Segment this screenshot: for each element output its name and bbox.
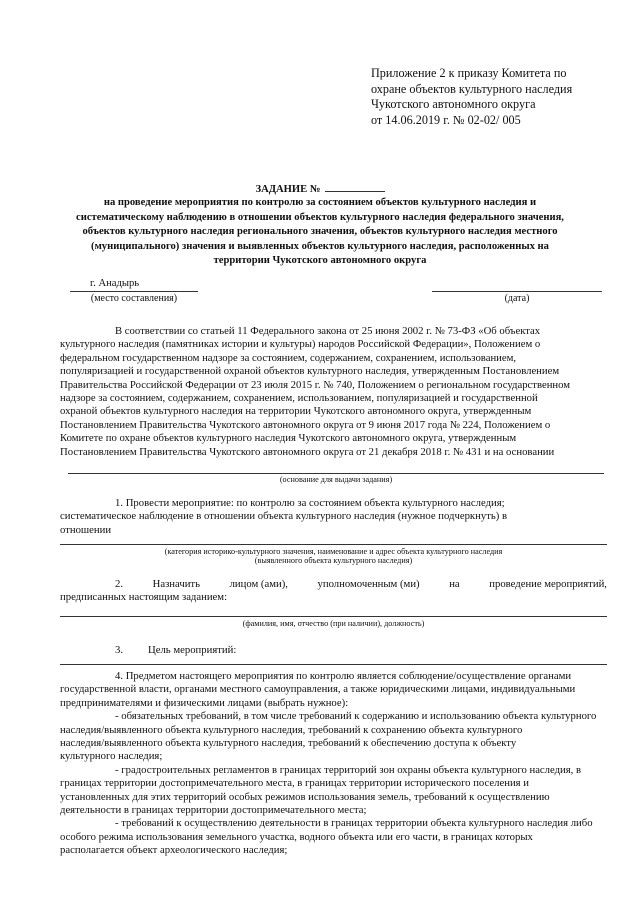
item-4-line: деятельности в границах территории достопримечательного места; xyxy=(60,804,367,817)
title-line: объектов культурного наследия регионального значения, объектов культурного наследия местного xyxy=(82,226,558,238)
intro-line: Постановлением Правительства Чукотского автономного округа от 9 июня 2017 года № 224, Положением о xyxy=(60,418,551,431)
object-line xyxy=(60,544,607,545)
item-1 xyxy=(60,497,607,537)
title-line: на проведение мероприятия по контролю за состоянием объектов культурного наследия и xyxy=(103,197,537,208)
date-caption: (дата) xyxy=(504,293,530,304)
appendix-line: охране объектов культурного наследия xyxy=(371,81,573,96)
intro-line: надзоре за состоянием, содержанием, сохранением, использованием, популяризацией и государственной xyxy=(60,392,538,405)
intro-line: культурного наследия (памятниках истории и культуры) народов Российской Федерации», Положением о xyxy=(60,338,541,351)
item-1-line: систематическое наблюдение в отношении объекта культурного наследия (нужное подчеркнуть) в xyxy=(60,510,508,523)
item-4-line: государственной власти, органами местного самоуправления, а также юридическими лицами, индивидуальными xyxy=(60,683,576,696)
intro-line: В соответствии со статьей 11 Федерального закона от 25 июня 2002 г. № 73-ФЗ «Об объектах xyxy=(115,325,541,337)
appendix-line: от 14.06.2019 г. № 02-02/ 005 xyxy=(371,112,521,127)
appendix-block xyxy=(371,66,621,128)
document-subtitle xyxy=(60,196,580,269)
item-2-line: предписанных настоящим заданием: xyxy=(60,591,228,604)
number-blank xyxy=(325,191,385,192)
item-4-line: располагается объект археологического наследия; xyxy=(60,844,288,857)
item-4-bullet: - градостроительных регламентов в границах территорий зон охраны объекта культурного наследия, в xyxy=(115,763,582,776)
item-4-line: особого режима использования земельного участка, водного объекта или его части, в границах которых xyxy=(60,830,533,843)
item-3-text: Цель мероприятий: xyxy=(148,644,237,656)
item-4-line: границах территории достопримечательного места, в границах территории исторического поселения и xyxy=(60,777,529,790)
appendix-line: Приложение 2 к приказу Комитета по xyxy=(371,66,567,80)
intro-line: Постановлением Правительства Чукотского автономного округа от 21 декабря 2018 г. № 431 и на основании xyxy=(60,445,555,458)
item-4 xyxy=(60,670,607,858)
intro-line: федеральном государственном надзоре за состоянием, содержанием, сохранением, использованием, xyxy=(60,351,517,364)
intro-line: Правительства Российской Федерации от 23 июля 2015 г. № 740, Положением о региональном государственном xyxy=(60,378,571,391)
appendix-line: Чукотского автономного округа xyxy=(371,97,536,112)
item-1-line: отношении xyxy=(60,523,112,536)
persons-caption: (фамилия, имя, отчество (при наличии), должность) xyxy=(242,619,425,628)
item-2 xyxy=(60,578,607,605)
purpose-line xyxy=(60,664,607,665)
place-line xyxy=(70,291,198,292)
item-4-bullet: - требований к осуществлению деятельности в границах территории объекта культурного наследия либо xyxy=(115,817,593,830)
basis-caption: (основание для выдачи задания) xyxy=(279,475,393,484)
item-3 xyxy=(60,644,607,657)
item-1-line: 1. Провести мероприятие: по контролю за состоянием объекта культурного наследия; xyxy=(115,497,505,509)
item-4-line: установленных для этих территорий особых режимов использования земель, требований к осуществлению xyxy=(60,790,550,803)
title-line: систематическому наблюдению в отношении объектов культурного наследия федерального значения, xyxy=(76,211,564,223)
basis-line xyxy=(68,473,604,474)
title-line: (муниципального) значения и выявленных объектов культурного наследия, расположенных на xyxy=(91,240,549,252)
item-4-line: 4. Предметом настоящего мероприятия по контролю является соблюдение/осуществление органами xyxy=(115,670,572,682)
item-2-line: 2. Назначить лицом (ами), уполномоченным (ми) на проведение мероприятий, xyxy=(115,578,607,590)
intro-line: охраной объектов культурного наследия на территории Чукотского автономного округа, утвержденным xyxy=(60,405,532,418)
object-caption: (категория историко-культурного значения, наименование и адрес объекта культурного наследия (выявленного объекта культурного наследия) xyxy=(164,547,503,565)
item-4-line: наследия/выявленного объекта культурного наследия, требований к сохранению объекта культурного xyxy=(60,723,523,736)
item-4-line: предпринимателями и физическими лицами (выбрать нужное): xyxy=(60,696,349,709)
item-3-number: 3. xyxy=(115,644,124,656)
date-line xyxy=(432,291,602,292)
title-heading: ЗАДАНИЕ № xyxy=(255,184,321,195)
intro-paragraph xyxy=(60,325,607,459)
item-4-line: культурного наследия; xyxy=(60,750,163,763)
intro-line: Комитете по охране объектов культурного наследия Чукотского автономного округа, утвержденным xyxy=(60,432,517,445)
place-city: г. Анадырь xyxy=(90,278,140,289)
item-4-line: наследия/выявленного объекта культурного наследия, требований к обеспечению доступа к объекту xyxy=(60,737,517,750)
intro-line: популяризацией и государственной охраной объектов культурного наследия, утвержденным Постановлением xyxy=(60,365,560,378)
persons-line xyxy=(60,616,607,617)
title-line: территории Чукотского автономного округа xyxy=(213,255,427,267)
place-caption: (место составления) xyxy=(90,293,178,304)
item-4-bullet: - обязательных требований, в том числе требований к содержанию и использованию объекта культурного xyxy=(115,710,597,723)
